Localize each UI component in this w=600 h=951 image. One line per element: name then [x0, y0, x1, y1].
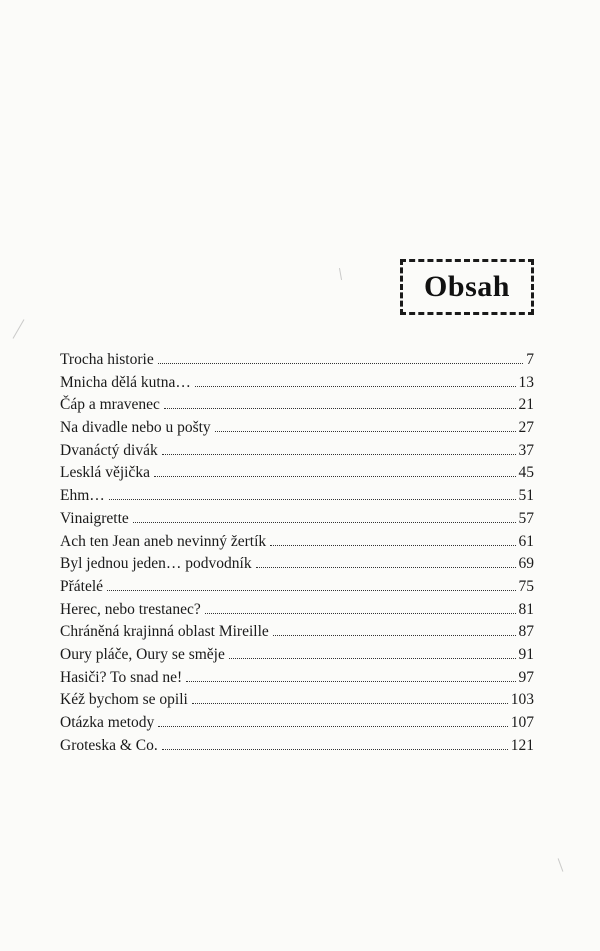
toc-dot-leader — [107, 590, 515, 591]
page-title: Obsah — [424, 270, 510, 303]
toc-entry-page: 61 — [518, 532, 534, 550]
toc-entry-title: Otázka metody — [60, 714, 155, 731]
table-of-contents — [60, 349, 534, 757]
toc-entry-title: Trocha historie — [60, 351, 154, 368]
toc-entry[interactable] — [60, 417, 534, 440]
toc-entry-page: 75 — [518, 577, 534, 595]
toc-dot-leader — [162, 454, 516, 455]
toc-entry-page: 121 — [510, 736, 534, 754]
toc-entry-page: 69 — [518, 555, 534, 573]
toc-dot-leader — [205, 613, 516, 614]
toc-dot-leader — [158, 726, 507, 727]
toc-entry-page: 103 — [510, 691, 534, 709]
toc-entry[interactable] — [60, 644, 534, 667]
toc-entry[interactable] — [60, 531, 534, 554]
toc-dot-leader — [162, 749, 508, 750]
toc-dot-leader — [154, 476, 516, 477]
toc-entry[interactable] — [60, 508, 534, 531]
toc-entry-title: Čáp a mravenec — [60, 396, 160, 414]
toc-entry[interactable] — [60, 689, 534, 712]
toc-entry-page: 107 — [510, 714, 534, 731]
toc-entry-title: Ach ten Jean aneb nevinný žertík — [60, 532, 267, 550]
toc-entry[interactable] — [60, 599, 534, 622]
toc-entry-title: Mnicha dělá kutna… — [60, 373, 191, 391]
toc-dot-leader — [109, 499, 516, 500]
toc-entry-title: Přátelé — [60, 577, 104, 595]
toc-entry[interactable] — [60, 576, 534, 599]
toc-entry[interactable] — [60, 394, 534, 417]
toc-entry-page: 87 — [518, 623, 534, 641]
toc-dot-leader — [270, 545, 515, 546]
paper-speck — [13, 319, 25, 339]
toc-entry[interactable] — [60, 485, 534, 508]
toc-dot-leader — [229, 658, 516, 659]
toc-entry-page: 13 — [518, 373, 534, 391]
toc-entry-title: Byl jednou jeden… podvodník — [60, 555, 252, 573]
toc-entry-page: 37 — [518, 441, 534, 459]
toc-entry[interactable] — [60, 712, 534, 735]
toc-entry-title: Groteska & Co. — [60, 736, 158, 754]
toc-entry-title: Kéž bychom se opili — [60, 691, 188, 709]
toc-entry-page: 27 — [518, 419, 534, 437]
toc-entry-title: Herec, nebo trestanec? — [60, 600, 201, 618]
toc-dot-leader — [195, 386, 516, 387]
heading-box — [400, 259, 534, 315]
toc-entry[interactable] — [60, 462, 534, 485]
toc-dot-leader — [133, 522, 516, 523]
toc-entry-page: 7 — [526, 351, 534, 368]
toc-entry-title: Chráněná krajinná oblast Mireille — [60, 623, 269, 641]
toc-entry[interactable] — [60, 372, 534, 395]
toc-entry[interactable] — [60, 667, 534, 690]
toc-entry[interactable] — [60, 349, 534, 372]
toc-entry[interactable] — [60, 440, 534, 463]
toc-entry-title: Dvanáctý divák — [60, 441, 158, 459]
toc-dot-leader — [164, 408, 516, 409]
toc-dot-leader — [273, 635, 516, 636]
toc-entry[interactable] — [60, 553, 534, 576]
toc-entry-title: Hasiči? To snad ne! — [60, 668, 183, 686]
toc-entry-title: Lesklá vějička — [60, 464, 150, 482]
paper-speck — [558, 858, 564, 871]
toc-entry-title: Vinaigrette — [60, 509, 129, 527]
toc-entry-page: 57 — [518, 509, 534, 527]
toc-entry[interactable] — [60, 621, 534, 644]
toc-dot-leader — [158, 363, 524, 364]
toc-entry[interactable] — [60, 735, 534, 758]
toc-dot-leader — [186, 681, 515, 682]
toc-entry-page: 45 — [518, 464, 534, 482]
toc-entry-title: Ehm… — [60, 487, 105, 505]
toc-dot-leader — [192, 703, 508, 704]
toc-entry-page: 81 — [518, 600, 534, 618]
paper-speck — [339, 268, 342, 280]
toc-entry-page: 51 — [518, 487, 534, 505]
toc-entry-title: Na divadle nebo u pošty — [60, 419, 211, 437]
toc-dot-leader — [256, 567, 516, 568]
toc-entry-page: 21 — [518, 396, 534, 414]
toc-dot-leader — [215, 431, 516, 432]
toc-entry-title: Oury pláče, Oury se směje — [60, 645, 225, 663]
toc-entry-page: 97 — [518, 668, 534, 686]
toc-entry-page: 91 — [518, 645, 534, 663]
